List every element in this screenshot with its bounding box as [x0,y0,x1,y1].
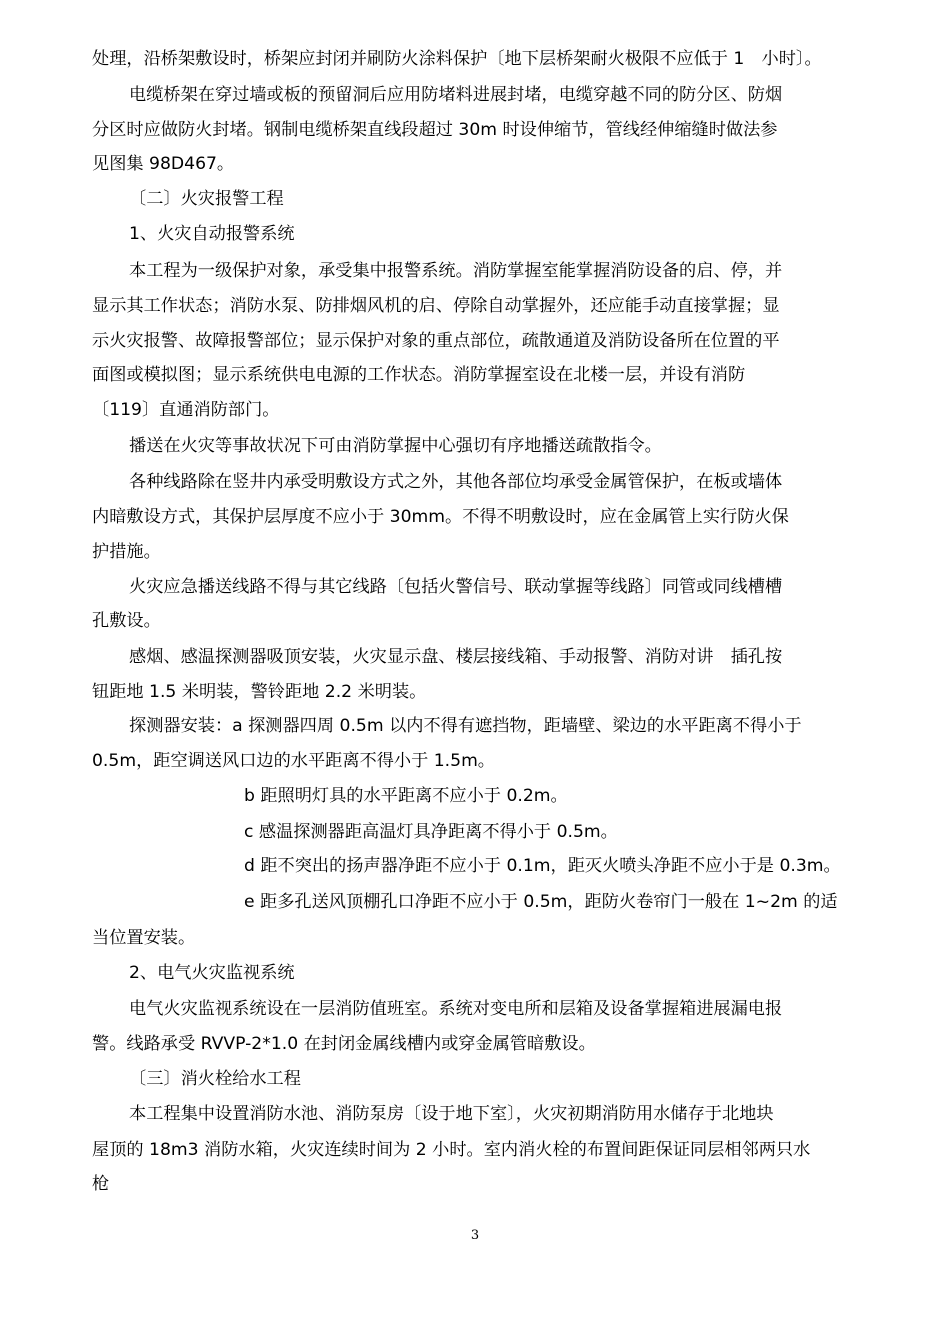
text-line: 各种线路除在竖井内承受明敷设方式之外，其他各部位均承受金属管保护，在板或墙体 [129,472,783,492]
text-line: 见图集 98D467。 [92,154,235,174]
text-line: 本工程为一级保护对象，承受集中报警系统。消防掌握室能掌握消防设备的启、停，并 [129,261,783,281]
text-line: 内暗敷设方式，其保护层厚度不应小于 30mm。不得不明敷设时，应在金属管上实行防火保 [92,507,789,527]
text-line: 显示其工作状态；消防水泵、防排烟风机的启、停除自动掌握外，还应能手动直接掌握；显 [92,296,780,316]
text-line: d 距不突出的扬声器净距不应小于 0.1m，距灭火喷头净距不应小于是 0.3m。 [244,856,841,876]
text-line: b 距照明灯具的水平距离不应小于 0.2m。 [244,786,568,806]
text-line: 示火灾报警、故障报警部位；显示保护对象的重点部位，疏散通道及消防设备所在位置的平 [92,331,780,351]
text-line: 屋顶的 18m3 消防水箱，火灾连续时间为 2 小时。室内消火栓的布置间距保证同层相邻两只水 [92,1140,811,1160]
text-line: 钮距地 1.5 米明装，警铃距地 2.2 米明装。 [92,682,427,702]
subsection-heading: 1、火灾自动报警系统 [129,224,295,244]
text-line: 电缆桥架在穿过墙或板的预留洞后应用防堵料进展封堵，电缆穿越不同的防分区、防烟 [129,85,783,105]
text-line: 0.5m，距空调送风口边的水平距离不得小于 1.5m。 [92,751,495,771]
text-line: 本工程集中设置消防水池、消防泵房〔设于地下室〕，火灾初期消防用水储存于北地块 [129,1104,774,1124]
text-line: 电气火灾监视系统设在一层消防值班室。系统对变电所和层箱及设备掌握箱进展漏电报 [129,999,783,1019]
text-line: 处理，沿桥架敷设时，桥架应封闭并刷防火涂料保护〔地下层桥架耐火极限不应低于 1 小时〕。 [92,49,822,69]
text-line: 护措施。 [92,542,161,562]
section-heading: 〔二〕火灾报警工程 [129,189,284,209]
text-line: 播送在火灾等事故状况下可由消防掌握中心强切有序地播送疏散指令。 [129,436,662,456]
text-line: 当位置安装。 [92,928,196,948]
section-heading: 〔三〕消火栓给水工程 [129,1069,301,1089]
text-line: 火灾应急播送线路不得与其它线路〔包括火警信号、联动掌握等线路〕同管或同线槽槽 [129,577,783,597]
page-number: 3 [470,1228,480,1243]
text-line: 警。线路承受 RVVP-2*1.0 在封闭金属线槽内或穿金属管暗敷设。 [92,1034,596,1054]
text-line: c 感温探测器距高温灯具净距离不得小于 0.5m。 [244,822,618,842]
text-line: e 距多孔送风顶棚孔口净距不应小于 0.5m，距防火卷帘门一般在 1~2m 的适 [244,892,838,912]
text-line: 感烟、感温探测器吸顶安装，火灾显示盘、楼层接线箱、手动报警、消防对讲 插孔按 [129,647,783,667]
text-line: 孔敷设。 [92,611,161,631]
text-line: 面图或模拟图；显示系统供电电源的工作状态。消防掌握室设在北楼一层，并设有消防 [92,365,746,385]
text-line: 探测器安装：a 探测器四周 0.5m 以内不得有遮挡物，距墙壁、梁边的水平距离不得小于 [129,716,802,736]
text-line: 枪 [92,1174,110,1194]
text-line: 分区时应做防火封堵。钢制电缆桥架直线段超过 30m 时设伸缩节，管线经伸缩缝时做法参 [92,120,778,140]
text-line: 〔119〕直通消防部门。 [92,400,280,420]
subsection-heading: 2、电气火灾监视系统 [129,963,295,983]
